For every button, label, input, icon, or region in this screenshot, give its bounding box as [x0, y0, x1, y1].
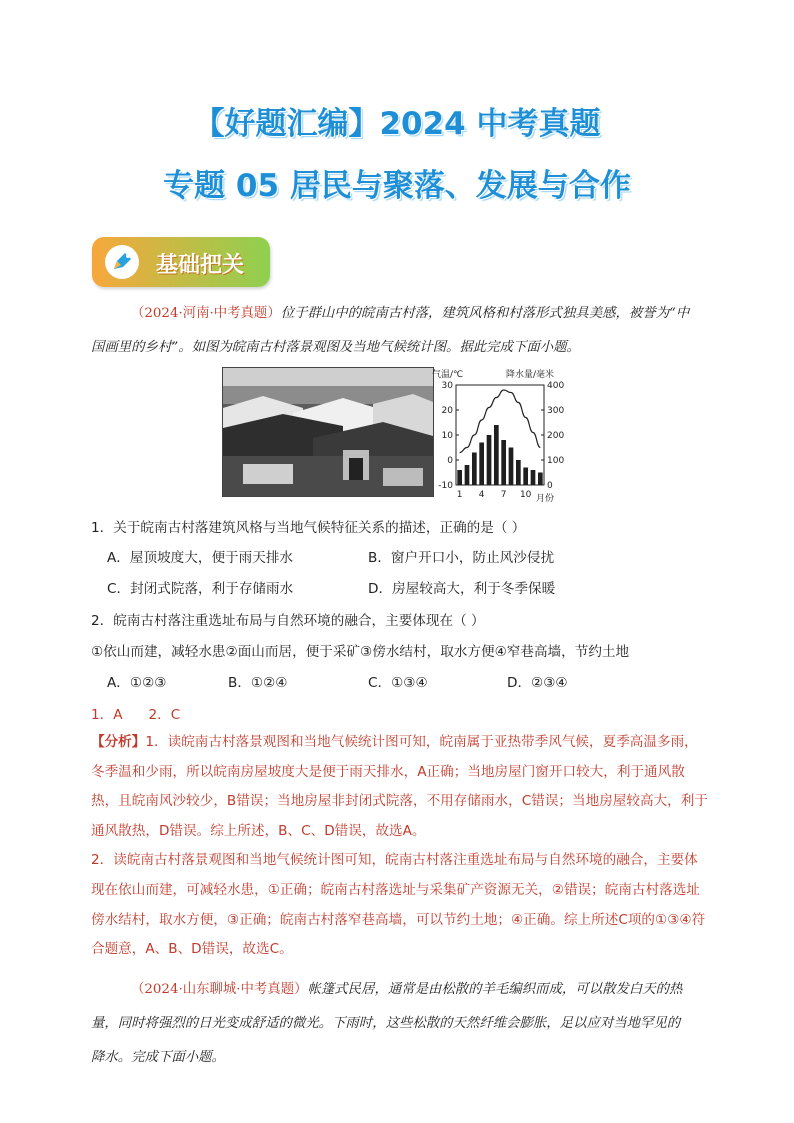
passage-1-text-a: 位于群山中的皖南古村落，建筑风格和村落形式独具美感，被誉为“中	[280, 306, 690, 321]
month-tick-label: 4	[478, 490, 485, 500]
question-1-option-b[interactable]: B．窗户开口小，防止风沙侵扰	[368, 550, 555, 566]
section-badge	[92, 237, 270, 287]
page-subtitle: 专题 05 居民与聚落、发展与合作	[163, 168, 631, 204]
right-tick-label: 300	[547, 406, 565, 416]
analysis-block	[91, 728, 711, 965]
question-2-option-d[interactable]: D．②③④	[507, 675, 568, 691]
question-1-stem: 1．关于皖南古村落建筑风格与当地气候特征关系的描述，正确的是（ ）	[91, 520, 526, 536]
passage-1-text-b: 国画里的乡村”。如图为皖南古村落景观图及当地气候统计图。据此完成下面小题。	[91, 340, 580, 355]
passage-2-text-c: 降水。完成下面小题。	[91, 1050, 225, 1065]
month-tick-label: 1	[456, 490, 463, 500]
right-tick-label: 400	[547, 381, 565, 391]
question-2-stem: 2．皖南古村落注重选址布局与自然环境的融合，主要体现在（ ）	[91, 613, 485, 629]
left-tick-label: 0	[447, 456, 453, 466]
passage-2-text-a: 帐篷式民居，通常是由松散的羊毛编织而成，可以散发白天的热	[307, 982, 683, 997]
question-1-option-d[interactable]: D．房屋较高大，利于冬季保暖	[368, 581, 556, 597]
left-tick-label: -10	[438, 481, 453, 491]
precipitation-bar	[531, 470, 536, 485]
passage-1-source: （2024·河南·中考真题）	[131, 306, 281, 321]
question-2-option-a[interactable]: A．①②③	[107, 675, 167, 691]
left-tick-label: 20	[441, 406, 453, 416]
precipitation-bar	[472, 453, 477, 486]
precipitation-bar	[516, 460, 521, 485]
passage-2-text-b: 量，同时将强烈的日光变成舒适的微光。下雨时，这些松散的天然纤维会膨胀，足以应对当地罕见的	[91, 1016, 681, 1031]
passage-1	[91, 297, 703, 365]
precipitation-bar	[487, 435, 492, 485]
month-tick-label: 10	[519, 490, 532, 500]
precipitation-bar	[494, 425, 499, 485]
question-2-items: ①依山而建，减轻水患②面山而居，便于采矿③傍水结村，取水方便④窄巷高墙，节约土地	[91, 644, 630, 660]
precipitation-bar	[538, 473, 543, 486]
precipitation-bar	[501, 440, 506, 485]
analysis-part-2: 2．读皖南古村落景观图和当地气候统计图可知，皖南古村落注重选址布局与自然环境的融合，主要体现在依山而建，可减轻水患，①正确；皖南古村落选址与采集矿产资源无关，②错误；皖南古村落选址傍水结村，取水方便，③正确；皖南古村落窄巷高墙，可以节约土地；④正确。综上所述C项的①③④符合题意，A、B、D错误，故选C。	[91, 852, 706, 958]
question-1-option-c[interactable]: C．封闭式院落，利于存储雨水	[107, 581, 294, 597]
analysis-part-1: 1．读皖南古村落景观图和当地气候统计图可知，皖南属于亚热带季风气候，夏季高温多雨，冬季温和少雨，所以皖南房屋坡度大是便于雨天排水，A正确；当地房屋门窗开口较大，利于通风散热，且皖南风沙较少，B错误；当地房屋非封闭式院落，不用存储雨水，C错误；当地房屋较高大，利于通风散热，D错误。综上所述，B、C、D错误，故选A。	[91, 734, 708, 839]
analysis-tag: 【分析】	[91, 734, 146, 750]
passage-2	[91, 973, 703, 1075]
right-tick-label: 100	[547, 456, 565, 466]
section-badge-label: 基础把关	[156, 253, 245, 278]
precipitation-bar	[523, 468, 528, 486]
chart-left-axis-label: 气温/℃	[432, 370, 464, 380]
left-tick-label: 10	[441, 431, 453, 441]
passage-2-source: （2024·山东聊城·中考真题）	[131, 982, 308, 997]
precipitation-bar	[457, 470, 462, 485]
chart-month-label: 月份	[536, 494, 555, 504]
left-tick-label: 30	[441, 381, 453, 391]
page-title: 【好题汇编】2024 中考真题	[193, 106, 601, 142]
answer-key: 1．A 2．C	[91, 707, 181, 723]
chart-right-axis-label: 降水量/毫米	[506, 370, 555, 380]
right-tick-label: 0	[547, 481, 553, 491]
precipitation-bar	[509, 448, 514, 486]
climate-chart	[432, 365, 572, 505]
question-2-option-b[interactable]: B．①②④	[228, 675, 288, 691]
right-tick-label: 200	[547, 431, 565, 441]
precipitation-bar	[479, 443, 484, 486]
village-landscape-photo	[222, 367, 434, 497]
temperature-line	[460, 390, 541, 453]
precipitation-bar	[465, 465, 470, 485]
month-tick-label: 7	[500, 490, 507, 500]
pen-icon	[105, 245, 139, 279]
question-1-option-a[interactable]: A．屋顶坡度大，便于雨天排水	[107, 550, 294, 566]
question-2-option-c[interactable]: C．①③④	[368, 675, 428, 691]
